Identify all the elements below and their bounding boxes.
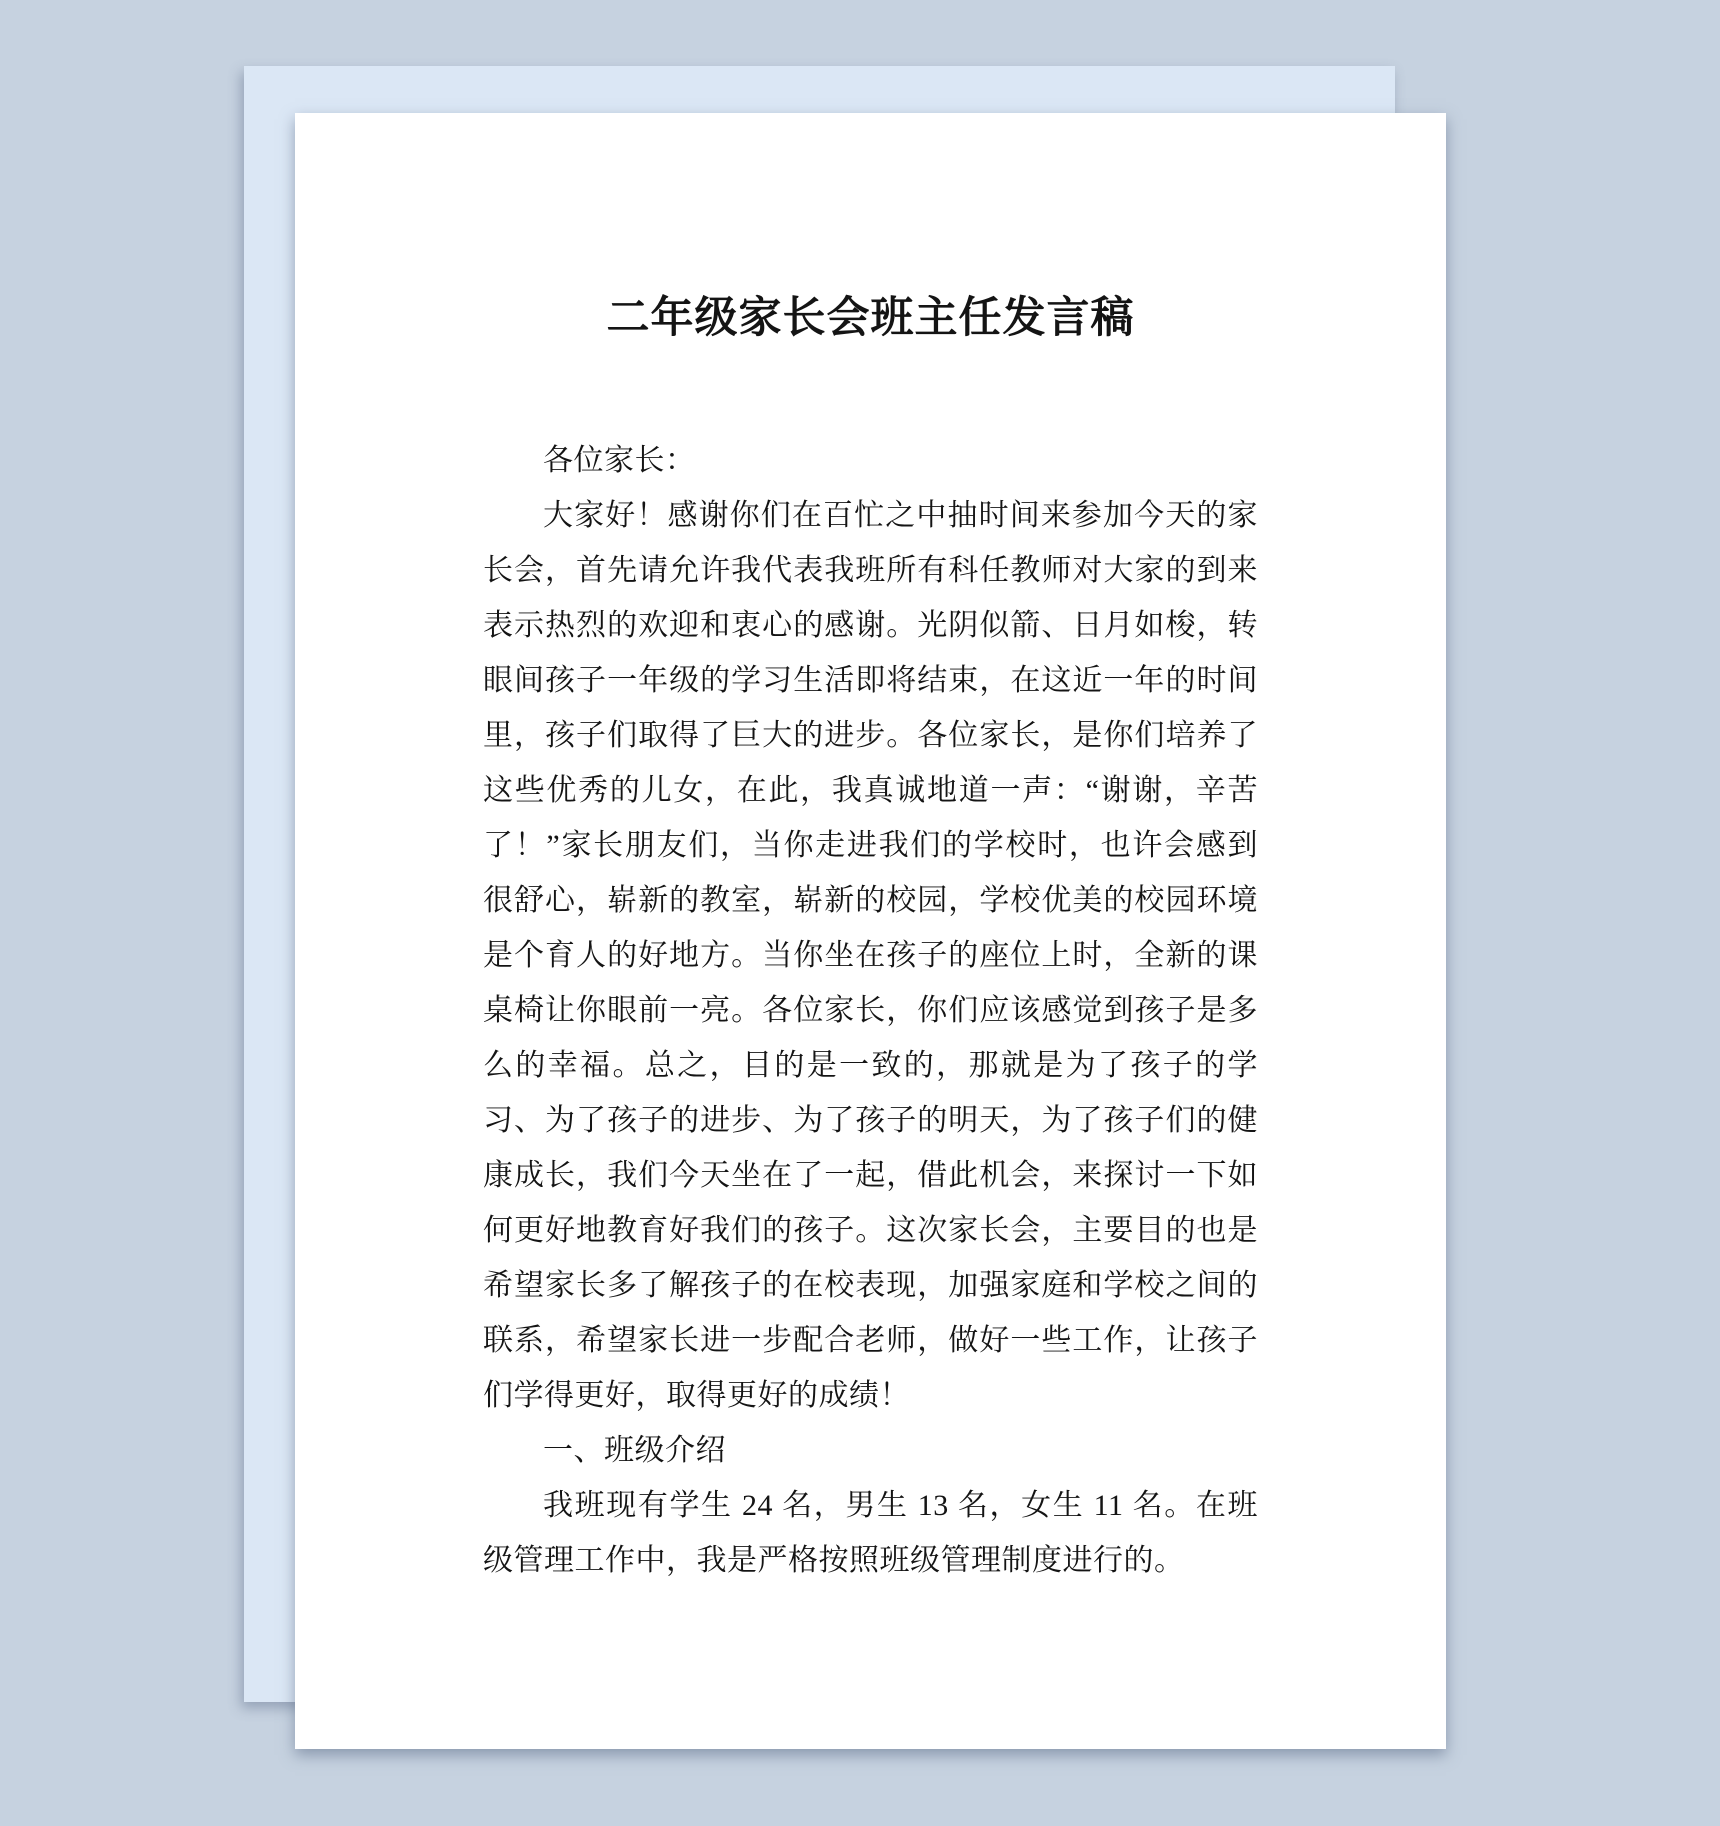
document-title: 二年级家长会班主任发言稿: [606, 295, 1135, 342]
document-page: [295, 113, 1446, 1749]
paragraph-class-intro: 我班现有学生 24 名，男生 13 名，女生 11 名。在班级管理工作中，我是严格按照班级管理制度进行的。: [483, 1489, 1258, 1577]
document-body: [483, 433, 1258, 1588]
paragraph-opening: 大家好！感谢你们在百忙之中抽时间来参加今天的家长会，首先请允许我代表我班所有科任教师对大家的到来表示热烈的欢迎和衷心的感谢。光阴似箭、日月如梭，转眼间孩子一年级的学习生活即将结束，在这近一年的时间里，孩子们取得了巨大的进步。各位家长，是你们培养了这些优秀的儿女，在此，我真诚地道一声：“谢谢，辛苦了！”家长朋友们，当你走进我们的学校时，也许会感到很舒心，崭新的教室，崭新的校园，学校优美的校园环境是个育人的好地方。当你坐在孩子的座位上时，全新的课桌椅让你眼前一亮。各位家长，你们应该感觉到孩子是多么的幸福。总之，目的是一致的，那就是为了孩子的学习、为了孩子的进步、为了孩子的明天，为了孩子们的健康成长，我们今天坐在了一起，借此机会，来探讨一下如何更好地教育好我们的孩子。这次家长会，主要目的也是希望家长多了解孩子的在校表现，加强家庭和学校之间的联系，希望家长进一步配合老师，做好一些工作，让孩子们学得更好，取得更好的成绩！: [483, 499, 1258, 1412]
section-heading-class-intro: 一、班级介绍: [543, 1434, 726, 1467]
greeting-line: 各位家长：: [543, 444, 696, 477]
